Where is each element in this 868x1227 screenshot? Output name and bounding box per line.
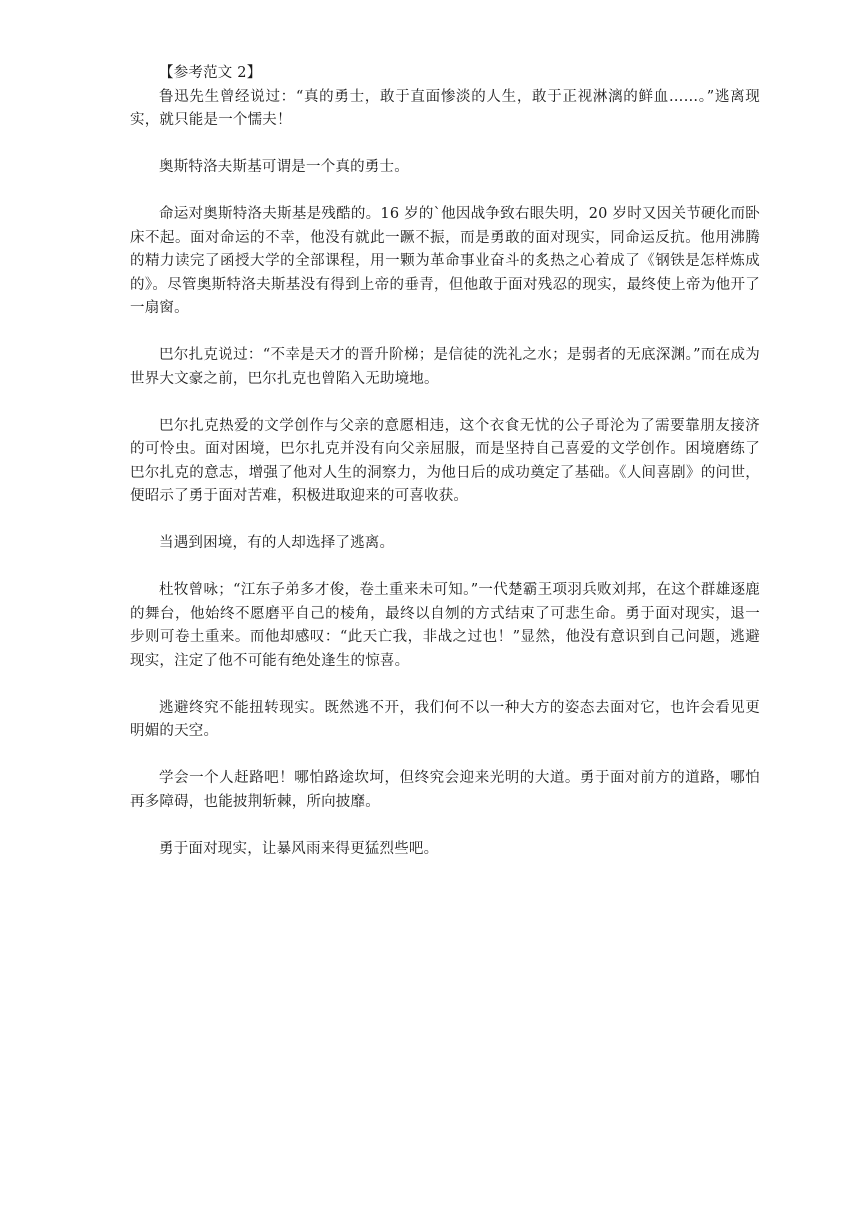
- paragraph-5: 巴尔扎克热爱的文学创作与父亲的意愿相违，这个衣食无忧的公子哥沦为了需要靠朋友接济的可怜虫。面对困境，巴尔扎克并没有向父亲屈服，而是坚持自己喜爱的文学创作。困境磨练了巴尔扎克的意志，增强了他对人生的洞察力，为他日后的成功奠定了基础。《人间喜剧》的问世，便昭示了勇于面对苦难，积极进取迎来的可喜收获。: [130, 417, 760, 504]
- paragraph-10: 勇于面对现实，让暴风雨来得更猛烈些吧。: [159, 840, 439, 857]
- paragraph-1: 鲁迅先生曾经说过：“真的勇士，敢于直面惨淡的人生，敢于正视淋漓的鲜血……。”逃离现实，就只能是一个懦夫！: [130, 88, 760, 128]
- paragraph-2: 奥斯特洛夫斯基可谓是一个真的勇士。: [159, 159, 409, 175]
- paragraph-9: 学会一个人赶路吧！哪怕路途坎坷，但终究会迎来光明的大道。勇于面对前方的道路，哪怕再多障碍，也能披荆斩棘，所向披靡。: [130, 770, 760, 810]
- document-heading: 【参考范文 2】: [159, 65, 262, 81]
- paragraph-6: 当遇到困境，有的人却选择了逃离。: [159, 535, 395, 551]
- paragraph-8: 逃避终究不能扭转现实。既然逃不开，我们何不以一种大方的姿态去面对它，也许会看见更明媚的天空。: [130, 699, 760, 739]
- paragraph-7: 杜牧曾咏；“江东子弟多才俊，卷土重来未可知。”一代楚霸王项羽兵败刘邦，在这个群雄逐鹿的舞台，他始终不愿磨平自己的棱角，最终以自刎的方式结束了可悲生命。勇于面对现实，退一步则可卷土重来。而他却感叹：“此天亡我，非战之过也！”显然，他没有意识到自己问题，逃避现实，注定了他不可能有绝处逢生的惊喜。: [130, 582, 760, 669]
- paragraph-4: 巴尔扎克说过：“不幸是天才的晋升阶梯；是信徒的洗礼之水；是弱者的无底深渊。”而在成为世界大文豪之前，巴尔扎克也曾陷入无助境地。: [130, 347, 760, 387]
- paragraph-3: 命运对奥斯特洛夫斯基是残酷的。16 岁的`他因战争致右眼失明，20 岁时又因关节硬化而卧床不起。面对命运的不幸，他没有就此一蹶不振，而是勇敢的面对现实，同命运反抗。他用沸腾的精力读完了函授大学的全部课程，用一颗为革命事业奋斗的炙热之心着成了《钢铁是怎样炼成的》。尽管奥斯特洛夫斯基没有得到上帝的垂青，但他敢于面对残忍的现实，最终使上帝为他开了一扇窗。: [130, 206, 760, 316]
- document-page: [130, 62, 760, 885]
